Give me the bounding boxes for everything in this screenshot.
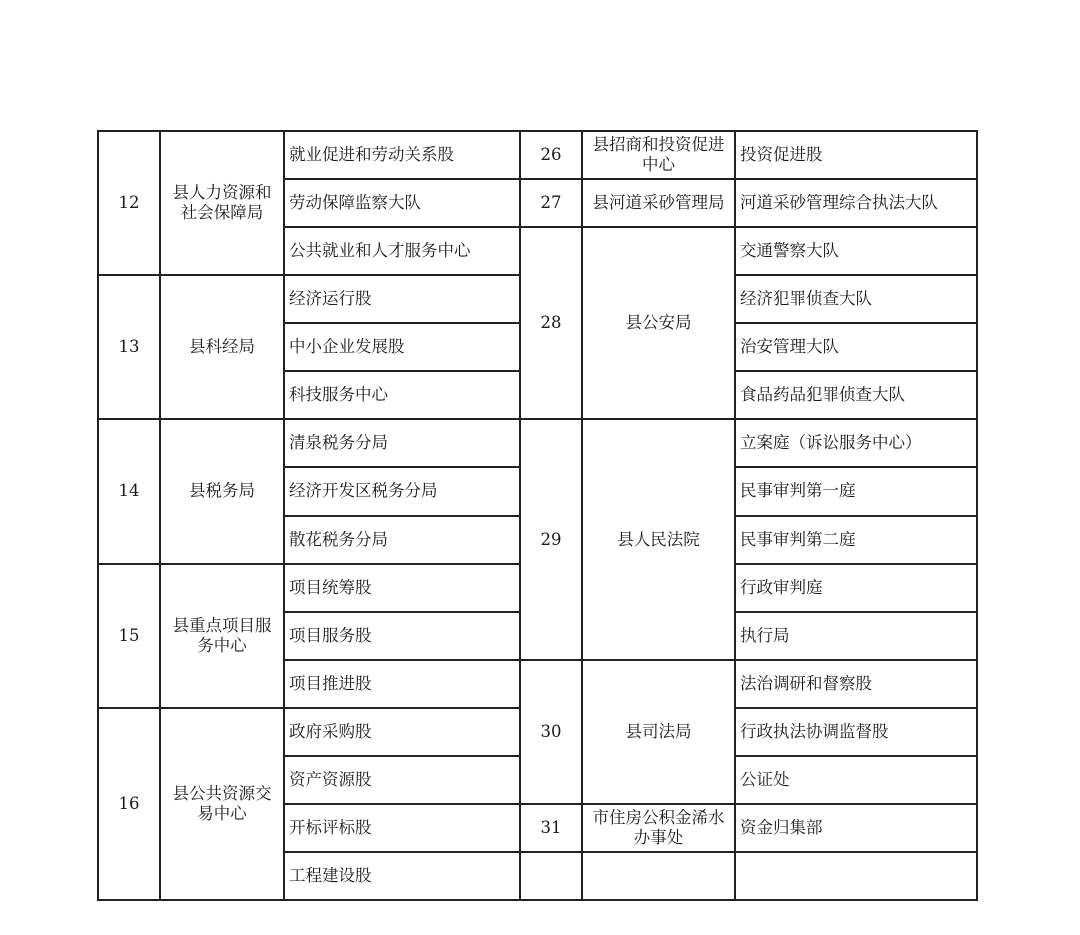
sub-unit: 就业促进和劳动关系股 (284, 131, 520, 179)
sub-unit: 行政执法协调监督股 (735, 708, 977, 756)
sub-unit: 科技服务中心 (284, 371, 520, 419)
sub-unit: 公证处 (735, 756, 977, 804)
departments-table (97, 130, 978, 901)
sub-unit: 经济开发区税务分局 (284, 467, 520, 515)
sub-unit: 行政审判庭 (735, 564, 977, 612)
sub-unit: 政府采购股 (284, 708, 520, 756)
department-name: 县公安局 (582, 227, 735, 419)
department-name: 县税务局 (160, 419, 284, 563)
department-name: 县招商和投资促进中心 (582, 131, 735, 179)
sub-unit: 项目服务股 (284, 612, 520, 660)
table-row (98, 419, 977, 467)
sub-unit: 清泉税务分局 (284, 419, 520, 467)
department-name: 县人民法院 (582, 419, 735, 659)
row-number: 16 (98, 708, 160, 900)
row-number: 12 (98, 131, 160, 275)
table-row (98, 131, 977, 179)
sub-unit: 民事审判第二庭 (735, 516, 977, 564)
sub-unit: 资产资源股 (284, 756, 520, 804)
sub-unit: 立案庭（诉讼服务中心） (735, 419, 977, 467)
row-number: 27 (520, 179, 582, 227)
row-number: 14 (98, 419, 160, 563)
sub-unit: 执行局 (735, 612, 977, 660)
sub-unit: 项目统筹股 (284, 564, 520, 612)
row-number: 13 (98, 275, 160, 419)
sub-unit: 交通警察大队 (735, 227, 977, 275)
sub-unit: 治安管理大队 (735, 323, 977, 371)
sub-unit: 工程建设股 (284, 852, 520, 900)
department-name: 县司法局 (582, 660, 735, 804)
sub-unit: 中小企业发展股 (284, 323, 520, 371)
sub-unit: 公共就业和人才服务中心 (284, 227, 520, 275)
department-name: 县重点项目服务中心 (160, 564, 284, 708)
row-number: 31 (520, 804, 582, 852)
empty-cell (520, 852, 582, 900)
sub-unit: 项目推进股 (284, 660, 520, 708)
row-number: 26 (520, 131, 582, 179)
department-name: 县科经局 (160, 275, 284, 419)
sub-unit: 经济犯罪侦查大队 (735, 275, 977, 323)
row-number: 15 (98, 564, 160, 708)
sub-unit: 经济运行股 (284, 275, 520, 323)
empty-cell (735, 852, 977, 900)
sub-unit: 散花税务分局 (284, 516, 520, 564)
row-number: 29 (520, 419, 582, 659)
sub-unit: 食品药品犯罪侦查大队 (735, 371, 977, 419)
department-name: 县公共资源交易中心 (160, 708, 284, 900)
sub-unit: 劳动保障监察大队 (284, 179, 520, 227)
department-name: 县河道采砂管理局 (582, 179, 735, 227)
empty-cell (582, 852, 735, 900)
sub-unit: 法治调研和督察股 (735, 660, 977, 708)
sub-unit: 资金归集部 (735, 804, 977, 852)
department-name: 市住房公积金浠水办事处 (582, 804, 735, 852)
row-number: 28 (520, 227, 582, 419)
department-name: 县人力资源和社会保障局 (160, 131, 284, 275)
row-number: 30 (520, 660, 582, 804)
sub-unit: 投资促进股 (735, 131, 977, 179)
sub-unit: 开标评标股 (284, 804, 520, 852)
sub-unit: 民事审判第一庭 (735, 467, 977, 515)
sub-unit: 河道采砂管理综合执法大队 (735, 179, 977, 227)
